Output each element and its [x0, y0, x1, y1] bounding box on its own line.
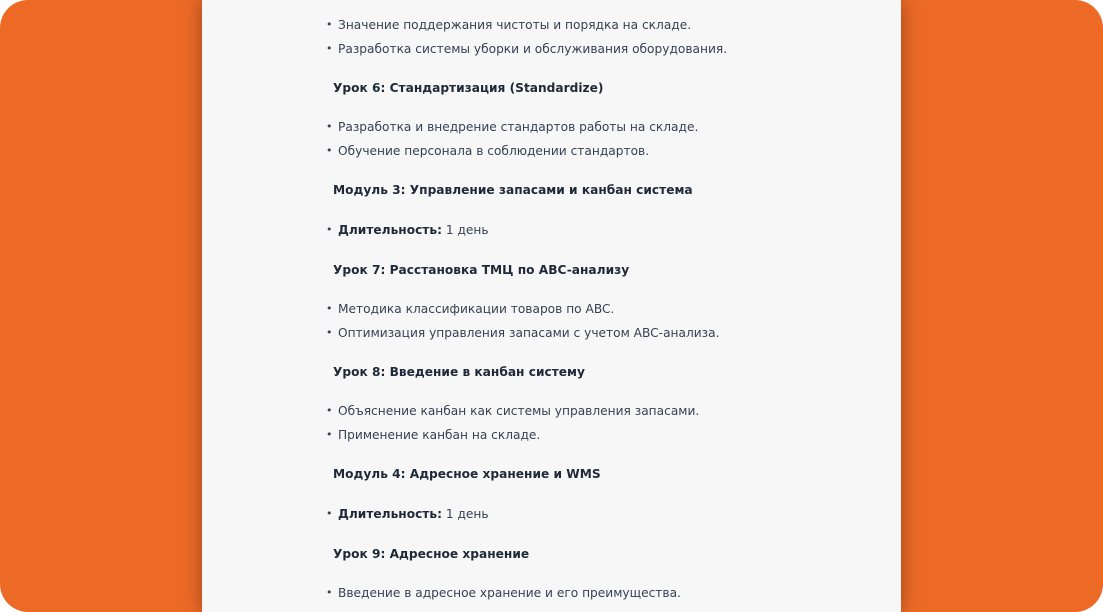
list-item-text: Объяснение канбан как системы управления запасами.	[338, 404, 700, 418]
duration-label: Длительность:	[338, 507, 442, 521]
bullet: •	[326, 223, 333, 236]
bullet: •	[326, 428, 333, 441]
bullet: •	[326, 120, 333, 133]
module-4-heading: Модуль 4: Адресное хранение и WMS	[333, 467, 601, 481]
duration-value: 1 день	[445, 507, 489, 521]
document-content	[326, 13, 886, 605]
list-item-text: Значение поддержания чистоты и порядка на складе.	[338, 18, 692, 32]
duration-item	[326, 218, 886, 242]
bullet: •	[326, 326, 333, 339]
bullet: •	[326, 42, 333, 55]
bullet: •	[326, 507, 333, 520]
bullet: •	[326, 144, 333, 157]
module-3-heading: Модуль 3: Управление запасами и канбан система	[333, 183, 693, 197]
list-item-text: Разработка системы уборки и обслуживания оборудования.	[338, 42, 728, 56]
lesson-9-heading: Урок 9: Адресное хранение	[333, 547, 530, 561]
lesson-7-heading: Урок 7: Расстановка ТМЦ по ABC-анализу	[333, 263, 630, 277]
list-item-text: Введение в адресное хранение и его преимущества.	[338, 586, 681, 600]
list-item-text: Оптимизация управления запасами с учетом ABC-анализа.	[338, 326, 720, 340]
list-item-text: Разработка и внедрение стандартов работы на складе.	[338, 120, 699, 134]
lesson-6-heading: Урок 6: Стандартизация (Standardize)	[333, 81, 604, 95]
bullet: •	[326, 302, 333, 315]
duration-label: Длительность:	[338, 223, 442, 237]
bullet: •	[326, 18, 333, 31]
list-item	[326, 37, 886, 61]
lesson-8-heading: Урок 8: Введение в канбан систему	[333, 365, 585, 379]
bullet: •	[326, 404, 333, 417]
document-page	[202, 0, 901, 612]
duration-value: 1 день	[445, 223, 489, 237]
list-item-text: Методика классификации товаров по ABC.	[338, 302, 615, 316]
list-item	[326, 581, 886, 605]
list-item	[326, 297, 886, 321]
bullet: •	[326, 586, 333, 599]
list-item-text: Применение канбан на складе.	[338, 428, 541, 442]
list-item	[326, 139, 886, 163]
duration-item	[326, 502, 886, 526]
list-item	[326, 115, 886, 139]
list-item	[326, 13, 886, 37]
list-item	[326, 423, 886, 447]
list-item	[326, 399, 886, 423]
list-item-text: Обучение персонала в соблюдении стандартов.	[338, 144, 650, 158]
list-item	[326, 321, 886, 345]
